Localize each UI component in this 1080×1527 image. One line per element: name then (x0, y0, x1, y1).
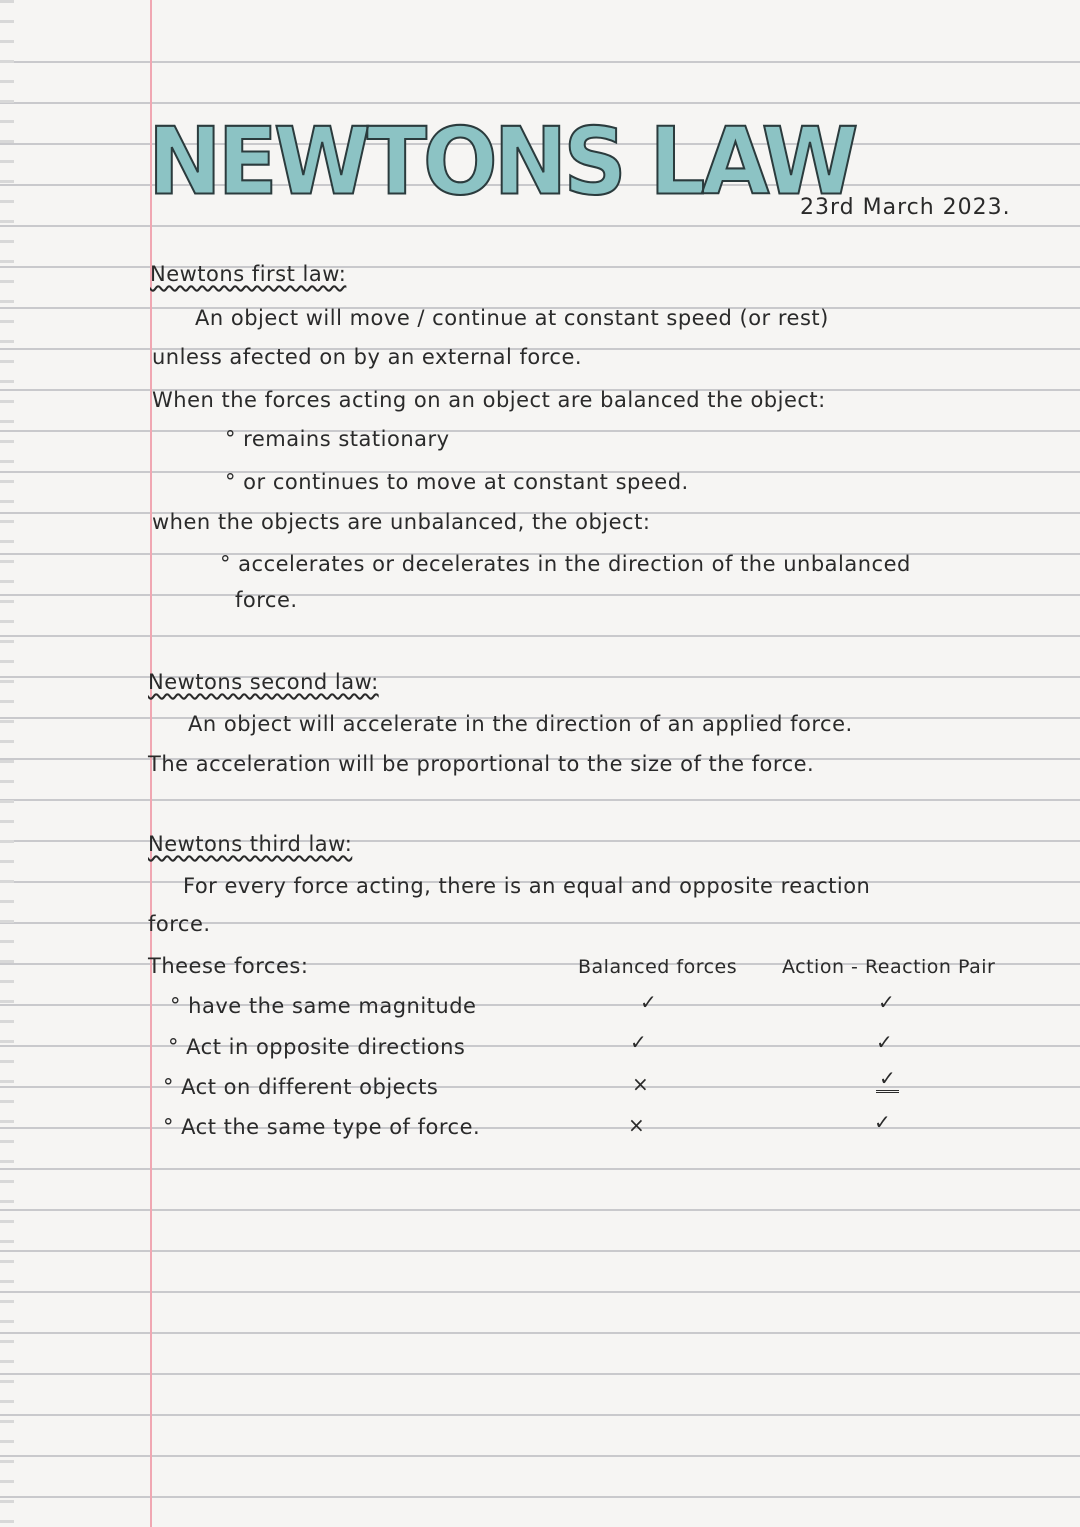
table-row-label: ° Act the same type of force. (163, 1115, 481, 1139)
first-law-line: when the objects are unbalanced, the object: (152, 510, 651, 534)
third-law-heading: Newtons third law: (148, 832, 353, 856)
check-mark: ✓ (876, 1066, 899, 1093)
column-header-balanced: Balanced forces (578, 956, 738, 978)
third-law-line: For every force acting, there is an equal and opposite reaction (183, 874, 871, 898)
first-law-bullet: ° or continues to move at constant speed. (225, 470, 689, 494)
first-law-line: When the forces acting on an object are balanced the object: (152, 388, 826, 412)
check-mark: ✓ (630, 1030, 647, 1054)
cross-mark: × (628, 1113, 645, 1137)
date: 23rd March 2023. (800, 195, 1011, 220)
first-law-bullet: ° accelerates or decelerates in the direction of the unbalanced (220, 552, 911, 576)
table-intro: Theese forces: (148, 954, 309, 978)
second-law-line: The acceleration will be proportional to the size of the force. (148, 752, 815, 776)
check-mark: ✓ (640, 990, 657, 1014)
first-law-bullet: ° remains stationary (225, 427, 450, 451)
table-row-label: ° Act in opposite directions (168, 1035, 466, 1059)
first-law-heading: Newtons first law: (150, 262, 347, 286)
check-mark: ✓ (874, 1110, 891, 1134)
check-mark: ✓ (878, 990, 895, 1014)
check-mark: ✓ (876, 1030, 893, 1054)
cross-mark: × (632, 1072, 649, 1096)
column-header-pair: Action - Reaction Pair (782, 956, 996, 978)
first-law-line: force. (235, 588, 298, 612)
table-row-label: ° Act on different objects (163, 1075, 439, 1099)
binding-edge (0, 0, 14, 1527)
second-law-line: An object will accelerate in the direction of an applied force. (188, 712, 853, 736)
third-law-line: force. (148, 912, 211, 936)
first-law-line: An object will move / continue at constant speed (or rest) (195, 306, 829, 330)
page-title: NEWTONS LAW (148, 107, 855, 216)
table-row-label: ° have the same magnitude (170, 994, 477, 1018)
second-law-heading: Newtons second law: (148, 670, 379, 694)
first-law-line: unless afected on by an external force. (152, 345, 583, 369)
